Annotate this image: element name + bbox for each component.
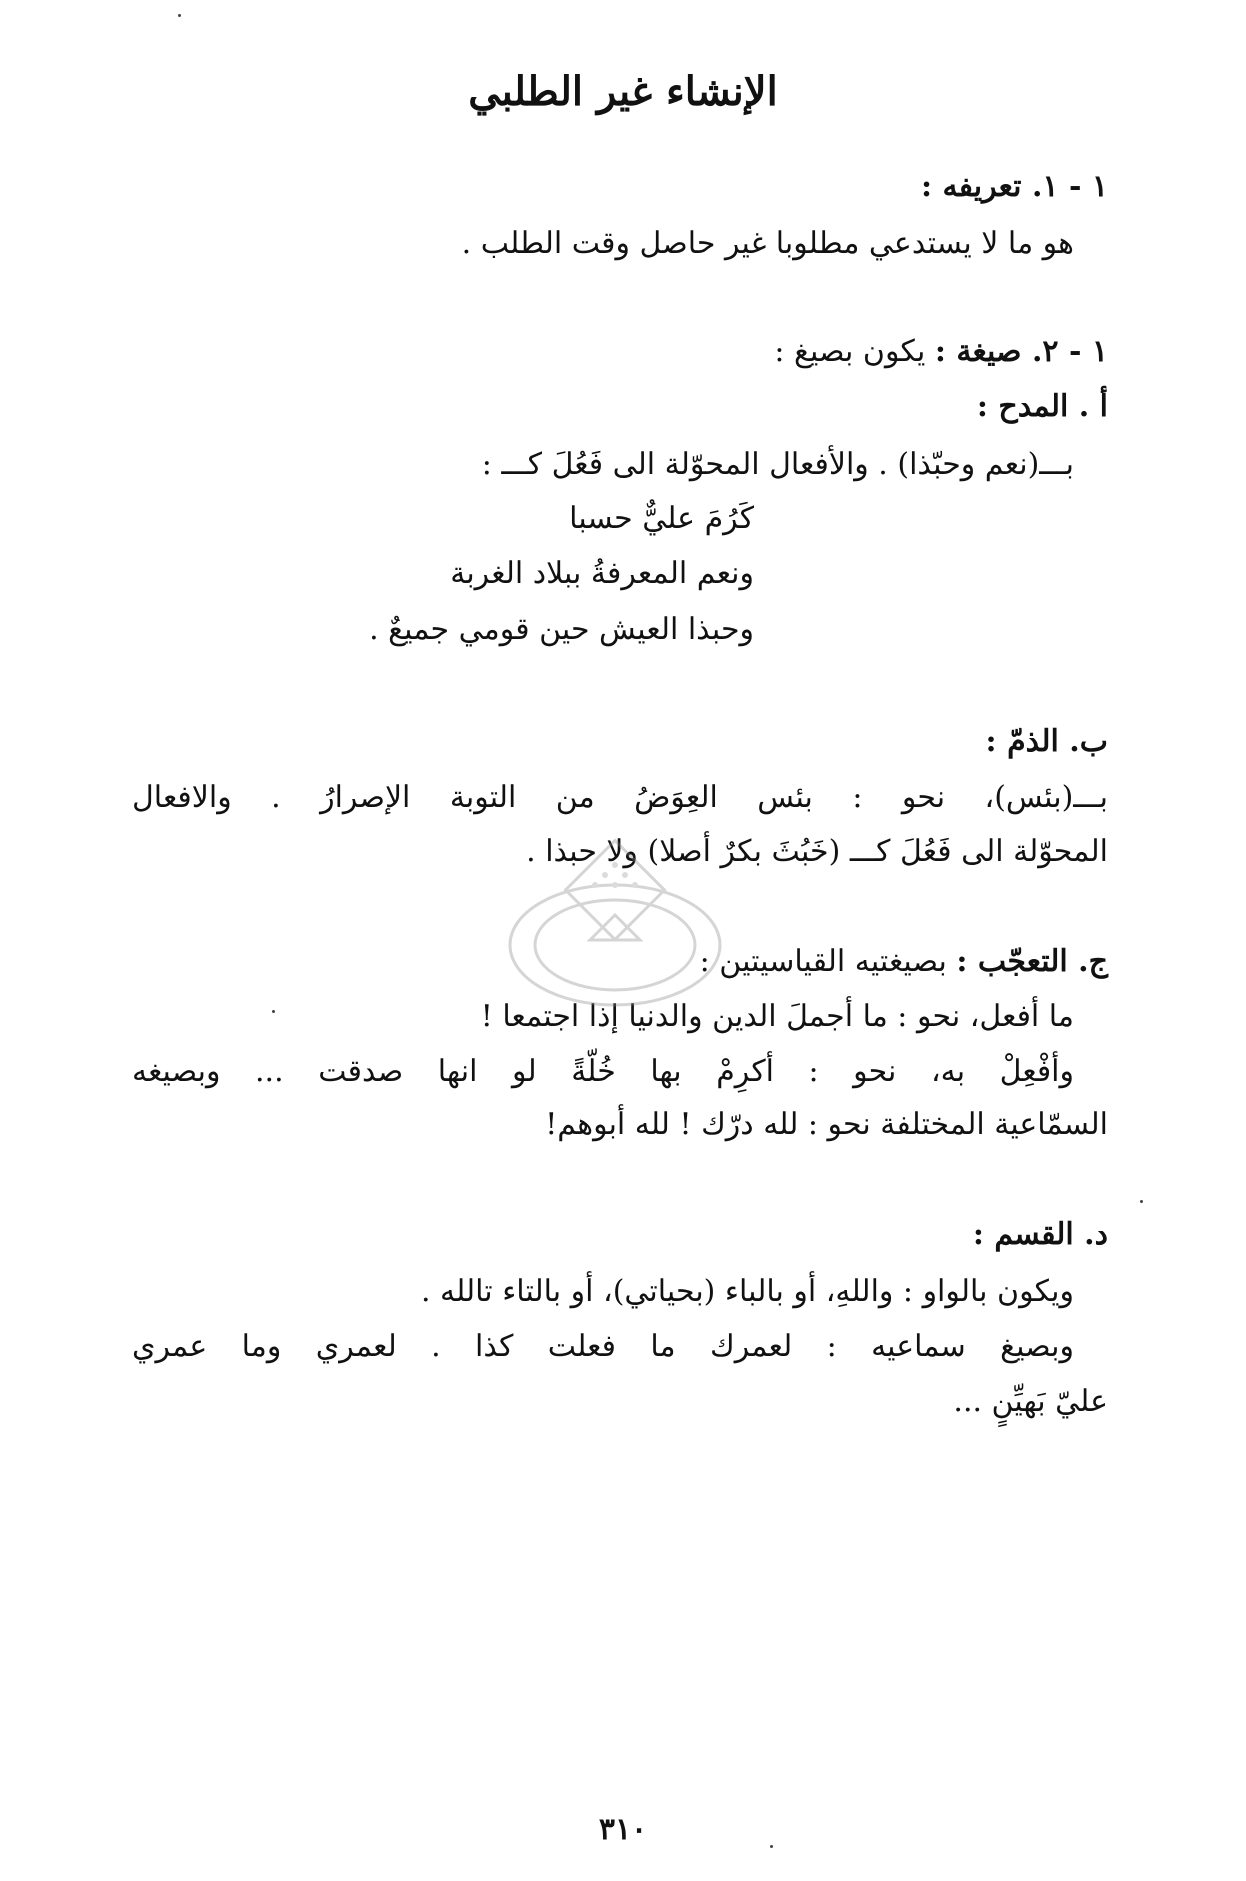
praise-example-2: ونعم المعرفةُ ببلاد الغربة [450,556,754,591]
seal-watermark-icon [470,835,760,1055]
blame-line-2: المحوّلة الى فَعُلَ كـــ (خَبُثَ بكرٌ أصلا) ولا حبذا . [526,834,1108,869]
subsection-heading-praise: أ . المدح : [976,389,1108,424]
praise-example-1: كَرُمَ عليٌّ حسبا [569,501,754,536]
oath-line-3: عليّ بَهيِّنٍ ... [953,1384,1108,1419]
exclamation-line-1: ما أفعل، نحو : ما أجملَ الدين والدنيا إذا اجتمعا ! [480,999,1074,1034]
exclamation-line-3: السمّاعية المختلفة نحو : لله درّك ! لله أبوهم! [545,1107,1108,1142]
praise-line-1: بـــ(نعم وحبّذا) . والأفعال المحوّلة الى فَعُلَ كـــ : [481,447,1074,482]
section-heading-forms [774,330,1108,374]
oath-line-1: ويكون بالواو : واللهِ، أو بالباء (بحياتي)، أو بالتاء تالله . [420,1274,1074,1309]
exclamation-heading-bold: ج. التعجّب : [956,944,1108,979]
blame-line-1: بـــ(بئس)، نحو : بئس العِوَضُ من التوبة الإصرارُ . والافعال [132,780,1108,815]
exclamation-heading-rest: بصيغتيه القياسيتين : [699,944,947,979]
exclamation-line-2: وأفْعِلْ به، نحو : أكرِمْ بها خُلّةً لو انها صدقت ... وبصيغه [132,1054,1074,1089]
page-number: ٣١٠ [598,1812,648,1847]
scan-speck [178,14,181,17]
section-heading-forms-bold: ١ - ٢. صيغة : [934,334,1108,369]
section-heading-forms-rest: يكون بصيغ : [774,334,926,369]
scan-speck [272,1010,275,1013]
scan-speck [1140,1200,1143,1203]
definition-text: هو ما لا يستدعي مطلوبا غير حاصل وقت الطلب . [461,226,1074,261]
subsection-heading-oath: د. القسم : [972,1217,1108,1252]
subsection-heading-exclamation [700,940,1108,984]
praise-example-3: وحبذا العيش حين قومي جميعٌ . [369,612,754,647]
scan-speck [770,1845,773,1848]
oath-line-2: وبصيغ سماعيه : لعمرك ما فعلت كذا . لعمري وما عمري [132,1329,1075,1364]
subsection-heading-blame: ب. الذمّ : [985,724,1108,759]
page-title: الإنشاء غير الطلبي [468,68,778,115]
section-heading-definition: ١ - ١. تعريفه : [921,169,1108,204]
